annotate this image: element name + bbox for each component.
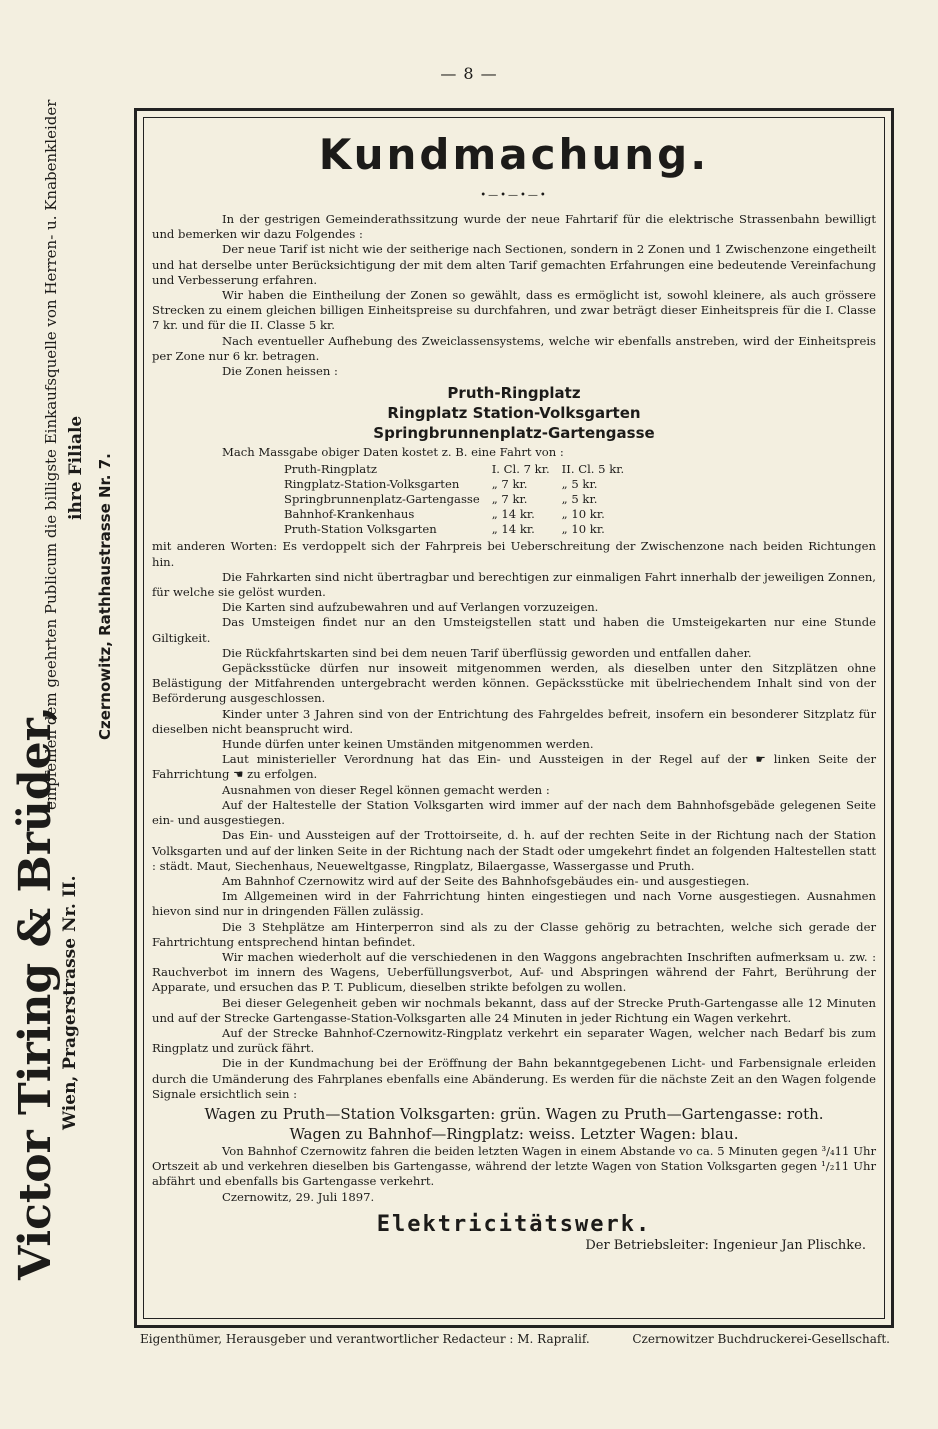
ad-vienna-address: Wien, Pragerstrasse Nr. II. (60, 875, 80, 1130)
paragraph: Ausnahmen von dieser Regel können gemacht werden : (222, 782, 550, 797)
paragraph: Das Umsteigen findet nur an den Umsteigstellen statt und haben die Umsteigekarten nur eine Stunde Giltigkeit. (152, 615, 876, 645)
fare-table (278, 462, 630, 537)
imprint-footer (140, 1332, 890, 1346)
paragraph: Das Ein- und Aussteigen auf der Trottoirseite, d. h. auf der rechten Seite in der Richtung nach der Station Volksgarten und auf der linken Seite in der Richtung nach der Stadt oder umgekehrt findet an folgenden Haltestellen statt : städt. Maut, Siechenhaus, Neueweltgasse, Ringplatz, Bilaergasse, Wassergasse und Pruth. (152, 828, 876, 873)
ad-branch-label: ihre Filiale (66, 415, 86, 520)
fare-class1: „ 7 kr. (491, 477, 528, 492)
page-number: — 8 — (440, 64, 498, 83)
fare-route: Ringplatz-Station-Volksgarten (284, 477, 460, 492)
paragraph: Die in der Kundmachung bei der Eröffnung der Bahn bekanntgegebenen Licht- und Farbensignale erleiden durch die Umänderung des Fahrplanes ebenfalls eine Abänderung. Es werden für die nächste Zeit an den Wagen folgende Signale ersichtlich sein : (152, 1056, 876, 1101)
table-row (278, 522, 630, 537)
fare-class2: II. Cl. 5 kr. (561, 462, 625, 477)
paragraph: Die Rückfahrtskarten sind bei dem neuen Tarif überflüssig geworden und entfallen daher. (222, 645, 752, 660)
zone-list (152, 383, 876, 443)
fare-class1: I. Cl. 7 kr. (491, 462, 550, 477)
fare-route: Pruth-Station Volksgarten (284, 522, 437, 537)
paragraph: Die Karten sind aufzubewahren und auf Verlangen vorzuzeigen. (222, 600, 599, 615)
table-row (278, 477, 630, 492)
advertisement-sidebar (0, 90, 130, 1330)
paragraph: Nach eventueller Aufhebung des Zweiclassensystems, welche wir ebenfalls anstreben, wird der Einheitspreis per Zone nur 6 kr. betragen. (152, 333, 876, 363)
notice-inner-frame (143, 117, 885, 1319)
paragraph: In der gestrigen Gemeinderathssitzung wurde der neue Fahrtarif für die elektrische Strassenbahn bewilligt und bemerken wir dazu Folgendes : (152, 212, 876, 242)
table-row (278, 507, 630, 522)
notice-body (152, 212, 876, 1253)
paragraph: Am Bahnhof Czernowitz wird auf der Seite des Bahnhofsgebäudes ein- und ausgestiegen. (222, 873, 750, 888)
zone-name: Pruth-Ringplatz (447, 384, 581, 403)
paragraph: Kinder unter 3 Jahren sind von der Entrichtung des Fahrgeldes befreit, insofern ein besonderer Sitzplatz für dieselben nicht beansprucht wird. (152, 706, 876, 736)
paragraph: Wir machen wiederholt auf die verschiedenen in den Waggons angebrachten Inschriften aufmerksam u. zw. : Rauchverbot im innern des Wagens, Ueberfüllungsverbot, Auf- und Abspringen während der Fahrt, Berührung der Apparate, und ersuchen das P. T. Publicum, dieselben strikte befolgen zu wollen. (152, 949, 876, 995)
fare-route: Bahnhof-Krankenhaus (284, 507, 415, 522)
zone-name: Ringplatz Station-Volksgarten (387, 404, 641, 423)
fare-class1: „ 7 kr. (491, 492, 528, 507)
paragraph: Gepäcksstücke dürfen nur insoweit mitgenommen werden, als dieselben unter den Sitzplätzen ohne Belästigung der Mitfahrenden untergebracht werden können. Gepäcksstücke mit übelriechendem Inhalt sind von der Beförderung ausgeschlossen. (152, 661, 876, 706)
fare-class1: „ 14 kr. (491, 507, 535, 522)
ad-czernowitz-address: Czernowitz, Rathhaustrasse Nr. 7. (96, 453, 114, 740)
signal-colors-line-2: Wagen zu Bahnhof—Ringplatz: weiss. Letzter Wagen: blau. (289, 1124, 739, 1143)
paragraph: Die Fahrkarten sind nicht übertragbar und berechtigen zur einmaligen Fahrt innerhalb der jeweiligen Zonnen, für welche sie gelöst wurden. (152, 569, 876, 600)
paragraph: Laut ministerieller Verordnung hat das Ein- und Aussteigen in der Regel auf der ☛ linken Seite der Fahrrichtung ☚ zu erfolgen. (152, 752, 876, 782)
zone-name: Springbrunnenplatz-Gartengasse (373, 424, 655, 443)
fare-intro: Mach Massgabe obiger Daten kostet z. B. eine Fahrt von : (222, 445, 564, 460)
fare-class2: „ 5 kr. (561, 492, 598, 507)
paragraph: Wir haben die Eintheilung der Zonen so gewählt, dass es ermöglicht ist, sowohl kleinere, als auch grössere Strecken zu einem gleichen billigen Einheitspreise su durchfahren, und zwar beträgt dieser Einheitspreis für die I. Classe 7 kr. und für die II. Classe 5 kr. (152, 288, 876, 333)
notice-box (134, 108, 894, 1328)
fare-class2: „ 5 kr. (561, 477, 598, 492)
fare-route: Springbrunnenplatz-Gartengasse (284, 492, 480, 507)
ad-slogan: empfehlen dem geehrten Publicum die billigste Einkaufsquelle von Herren- u. Knabenkleider (42, 99, 60, 810)
paragraph: Auf der Strecke Bahnhof-Czernowitz-Ringplatz verkehrt ein separater Wagen, welcher nach Bedarf bis zum Ringplatz und zurück fährt. (152, 1025, 876, 1056)
paragraph: Bei dieser Gelegenheit geben wir nochmals bekannt, dass auf der Strecke Pruth-Gartengasse alle 12 Minuten und auf der Strecke Gartengasse-Station-Volksgarten alle 24 Minuten in jeder Richtung ein Wagen verkehrt. (152, 995, 876, 1025)
paragraph: Die 3 Stehplätze am Hinterperron sind als zu der Classe gehörig zu betrachten, welche sich gerade der Fahrtrichtung entsprechend hintan befindet. (152, 919, 876, 949)
paragraph: Von Bahnhof Czernowitz fahren die beiden letzten Wagen in einem Abstande vo ca. 5 Minuten gegen ³/₄11 Uhr Ortszeit ab und verkehren dieselben bis Gartengasse, während der letzte Wagen von Station Volksgarten gegen ¹/₂11 Uhr abfährt und ebenfalls bis Gartengasse verkehrt. (152, 1143, 876, 1189)
imprint-left: Eigenthümer, Herausgeber und verantwortlicher Redacteur : M. Rapralif. (140, 1332, 590, 1346)
ad-company-name: Victor Tiring & Brüder, (10, 706, 61, 1280)
place-date: Czernowitz, 29. Juli 1897. (222, 1189, 375, 1204)
director-signature: Der Betriebsleiter: Ingenieur Jan Plischke. (585, 1237, 866, 1253)
fare-class2: „ 10 kr. (561, 507, 605, 522)
notice-title: Kundmachung. (318, 130, 710, 179)
title-ornament: •—•—•—• (480, 190, 548, 201)
table-row (278, 462, 630, 477)
fare-class2: „ 10 kr. (561, 522, 605, 537)
issuer-name: Elektricitätswerk. (376, 1211, 652, 1237)
paragraph: mit anderen Worten: Es verdoppelt sich der Fahrpreis bei Ueberschreitung der Zwischenzone nach beiden Richtungen hin. (152, 539, 876, 569)
imprint-right: Czernowitzer Buchdruckerei-Gesellschaft. (632, 1332, 890, 1346)
paragraph: Im Allgemeinen wird in der Fahrrichtung hinten eingestiegen und nach Vorne ausgestiegen. Ausnahmen hievon sind nur in dringenden Fällen zulässig. (152, 889, 876, 919)
fare-route: Pruth-Ringplatz (284, 462, 377, 477)
table-row (278, 492, 630, 507)
paragraph: Der neue Tarif ist nicht wie der seitherige nach Sectionen, sondern in 2 Zonen und 1 Zwischenzone eingetheilt und hat derselbe unter Berücksichtigung der mit dem alten Tarif gemachten Erfahrungen eine bedeutende Vereinfachung und Verbesserung erfahren. (152, 242, 876, 287)
fare-class1: „ 14 kr. (491, 522, 535, 537)
signal-colors-line-1: Wagen zu Pruth—Station Volksgarten: grün. Wagen zu Pruth—Gartengasse: roth. (204, 1104, 824, 1123)
paragraph: Auf der Haltestelle der Station Volksgarten wird immer auf der nach dem Bahnhofsgebäde gelegenen Seite ein- und ausgestiegen. (152, 797, 876, 828)
paragraph: Die Zonen heissen : (222, 364, 338, 379)
paragraph: Hunde dürfen unter keinen Umständen mitgenommen werden. (222, 737, 594, 752)
